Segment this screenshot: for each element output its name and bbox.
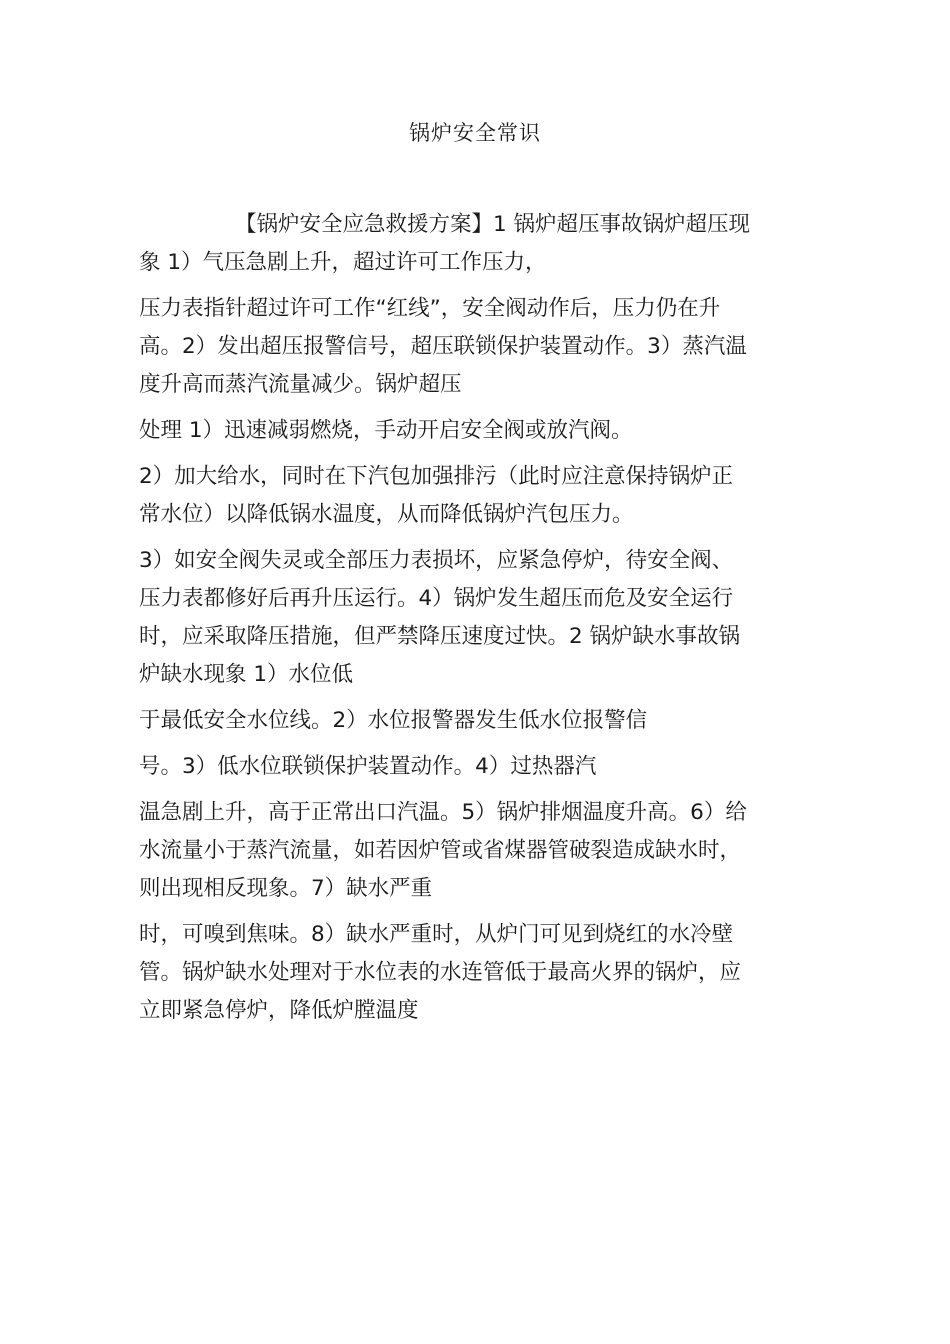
- body-line: 管。锅炉缺水处理对于水位表的水连管低于最高火界的锅炉，应: [139, 960, 742, 985]
- body-line: 常水位）以降低锅水温度，从而降低锅炉汽包压力。: [139, 502, 634, 527]
- body-line: 象 1）气压急剧上升，超过许可工作压力，: [139, 250, 547, 275]
- body-line: 号。3）低水位联锁保护装置动作。4）过热器汽: [139, 754, 597, 779]
- document-body: [139, 206, 819, 1030]
- body-line: 炉缺水现象 1）水位低: [139, 662, 354, 687]
- body-line: 【锅炉安全应急救援方案】1 锅炉超压事故锅炉超压现: [235, 212, 751, 237]
- body-line: 立即紧急停炉，降低炉膛温度: [139, 998, 419, 1023]
- body-line: 水流量小于蒸汽流量，如若因炉管或省煤器管破裂造成缺水时，: [139, 838, 742, 863]
- body-line: 度升高而蒸汽流量减少。锅炉超压: [139, 372, 462, 397]
- body-line: 时，应采取降压措施，但严禁降压速度过快。2 锅炉缺水事故锅: [139, 624, 741, 649]
- body-line: 于最低安全水位线。2）水位报警器发生低水位报警信: [139, 708, 648, 733]
- body-line: 高。2）发出超压报警信号，超压联锁保护装置动作。3）蒸汽温: [139, 334, 747, 359]
- body-line: 压力表指针超过许可工作“红线”，安全阀动作后，压力仍在升: [139, 296, 721, 321]
- body-line: 温急剧上升，高于正常出口汽温。5）锅炉排烟温度升高。6）给: [139, 800, 747, 825]
- body-line: 则出现相反现象。7）缺水严重: [139, 876, 433, 901]
- body-line: 3）如安全阀失灵或全部压力表损坏，应紧急停炉，待安全阀、: [139, 548, 734, 573]
- body-line: 时，可嗅到焦味。8）缺水严重时，从炉门可见到烧红的水冷壁: [139, 922, 734, 947]
- body-line: 压力表都修好后再升压运行。4）锅炉发生超压而危及安全运行: [139, 586, 734, 611]
- body-line: 处理 1）迅速减弱燃烧，手动开启安全阀或放汽阀。: [139, 418, 633, 443]
- body-line: 2）加大给水，同时在下汽包加强排污（此时应注意保持锅炉正: [139, 464, 734, 489]
- document-title: 锅炉安全常识: [409, 121, 541, 145]
